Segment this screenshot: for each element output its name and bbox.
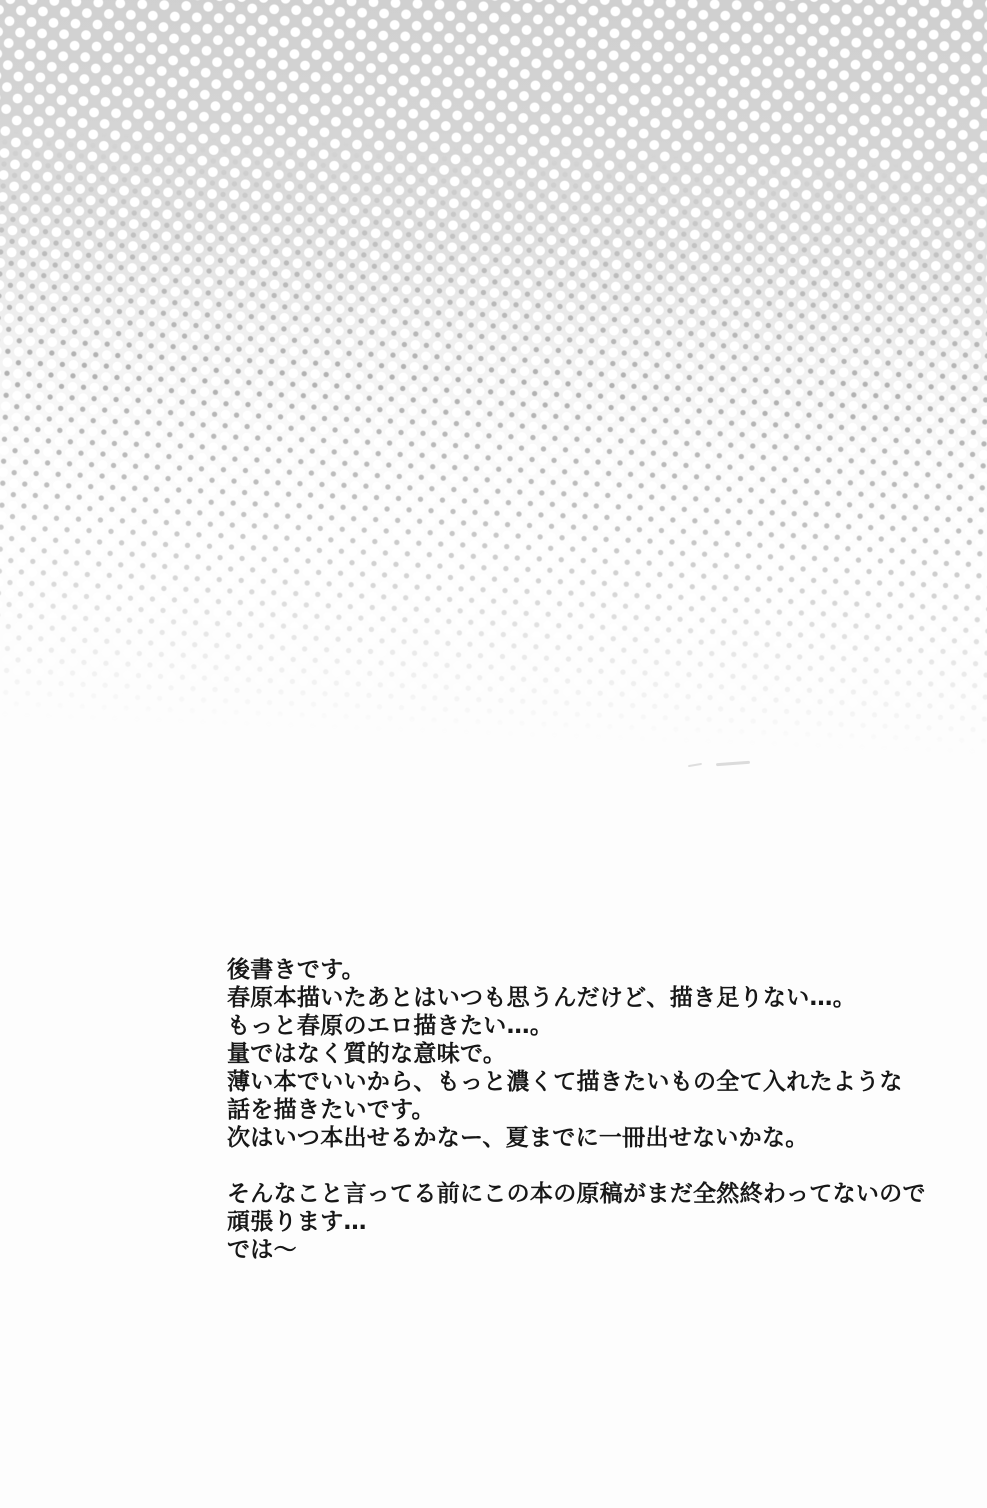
afterword-line-5: 薄い本でいいから、もっと濃くて描きたいもの全て入れたような xyxy=(227,1069,903,1095)
afterword-line-6: 話を描きたいです。 xyxy=(227,1097,435,1123)
afterword-line-7: 次はいつ本出せるかなー、夏までに一冊出せないかな。 xyxy=(227,1125,809,1151)
afterword-line-9: 頑張ります… xyxy=(227,1209,367,1235)
smudge-dash-left xyxy=(688,763,702,767)
afterword-line-3: もっと春原のエロ描きたい…。 xyxy=(227,1013,554,1039)
afterword-text-block xyxy=(227,956,926,1264)
afterword-line-10: では〜 xyxy=(227,1237,297,1263)
afterword-line-8: そんなこと言ってる前にこの本の原稿がまだ全然終わってないので xyxy=(227,1181,926,1207)
afterword-line-2: 春原本描いたあとはいつも思うんだけど、描き足りない…。 xyxy=(227,985,857,1011)
afterword-line-4: 量ではなく質的な意味で。 xyxy=(227,1041,507,1067)
scan-smudge-mark xyxy=(688,756,768,774)
afterword-line-1: 後書きです。 xyxy=(227,957,365,983)
afterword-blank-line xyxy=(227,1152,926,1180)
smudge-dash-right xyxy=(716,761,750,766)
